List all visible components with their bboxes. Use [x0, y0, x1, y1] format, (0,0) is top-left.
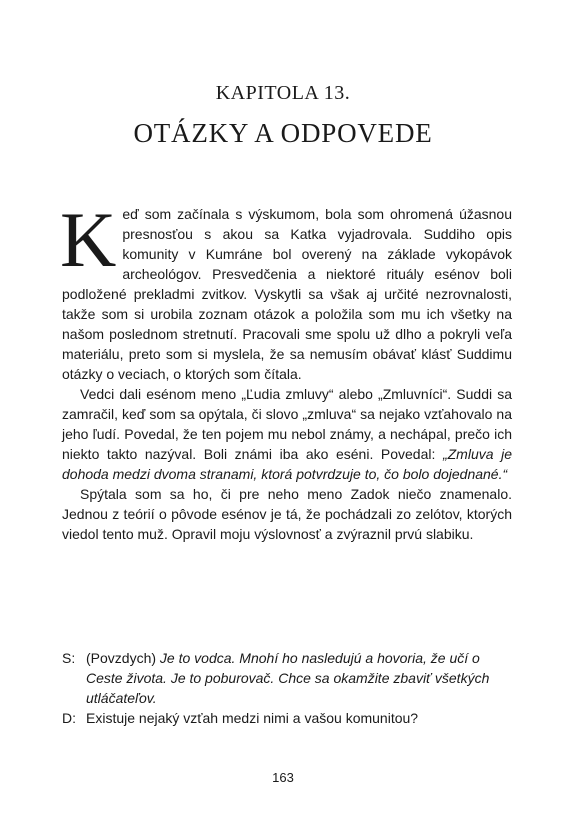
- paragraph-1-text: eď som začínala s výskumom, bola som ohromená úžasnou presnosťou s akou sa Katka vyjadrovala. Suddiho opis komunity v Kumráne bol overený na základe vykopávok archeológov. Presvedčenia a niektoré rituály esénov boli podložené prekladmi zvitkov. Vyskytli sa však aj určité nezrovnalosti, takže som si urobila zoznam otázok a položila som mu ich všetky na našom poslednom stretnutí. Pracovali sme spolu už dlho a pokryli veľa materiálu, preto som si myslela, že sa nemusím obávať klásť Suddimu otázky o veciach, o ktorých som čítala.: [62, 206, 512, 382]
- dialogue: [62, 648, 512, 728]
- dialogue-line: [62, 708, 512, 728]
- chapter-label: KAPITOLA 13.: [215, 82, 351, 104]
- speaker-label: D:: [62, 710, 76, 726]
- dialogue-text: [86, 648, 512, 708]
- speaker-label: S:: [62, 650, 76, 666]
- paragraph-2: [62, 384, 512, 484]
- chapter-title: OTÁZKY A ODPOVEDE: [133, 118, 433, 148]
- paragraph-1: [60, 196, 512, 384]
- paragraph-2-quote: „Zmluva je dohoda medzi dvoma stranami, ktorá potvrdzuje to, čo bolo dojednané.“: [62, 446, 512, 482]
- page-number: 163: [272, 770, 294, 785]
- dialogue-line: [62, 648, 512, 708]
- body-text: [60, 196, 512, 544]
- dialogue-italic: Je to vodca. Mnohí ho nasledujú a hovoria, že učí o Ceste života. Je to poburovač. Chce sa okamžite zbaviť všetkých utláčateľov.: [86, 650, 490, 706]
- dialogue-prefix: (Povzdych): [86, 650, 160, 666]
- dialogue-text: [86, 708, 512, 728]
- paragraph-3-text: Spýtala som sa ho, či pre neho meno Zadok niečo znamenalo. Jednou z teórií o pôvode esénov je tá, že pochádzali zo zelótov, ktorých viedol tento muž. Opravil moju výslovnosť a zvýraznil prvú slabiku.: [62, 486, 512, 542]
- drop-cap: K: [60, 196, 117, 283]
- paragraph-2-text: Vedci dali esénom meno „Ľudia zmluvy“ alebo „Zmluvníci“. Suddi sa zamračil, keď som sa opýtala, či slovo „zmluva“ sa nejako vzťahovalo na jeho ľudí. Povedal, že ten pojem mu nebol známy, a nechápal, prečo ich niekto takto nazýval. Boli známi iba ako eséni. Povedal:: [62, 386, 512, 462]
- dialogue-prefix: Existuje nejaký vzťah medzi nimi a vašou komunitou?: [86, 710, 419, 726]
- paragraph-3: [62, 484, 512, 544]
